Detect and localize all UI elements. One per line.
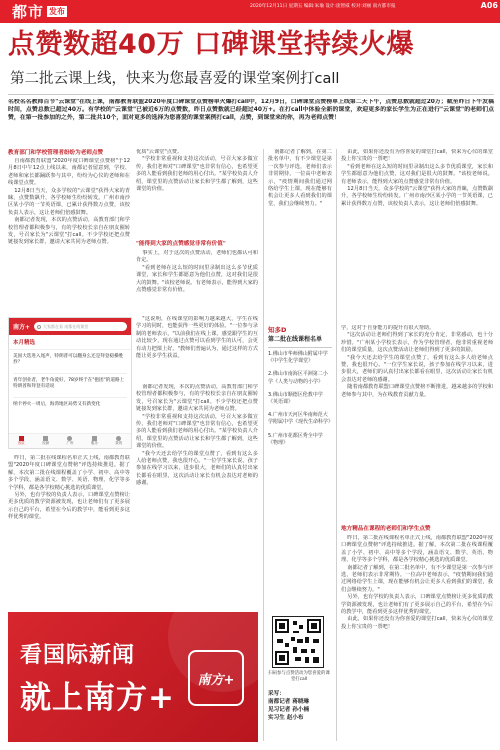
ad-line-2: 就上南方+: [20, 680, 175, 716]
phone-list-item[interactable]: [13, 398, 127, 418]
col5-para-6: 南都记者了解到，在第二批名单中，有不少课堂是第一次参与评选，老师们表示非常期待。一位高中老师表示，"疫情期间我们通过网络给学生上课，现在能够有机会让更多人看到我们的课堂，我们会继续努力。": [341, 564, 493, 593]
col5-para-4: 随着南都教育联盟口碑课堂点赞榜不断推进，越来越多的学校和老师参与其中，为在线教育贡献力量。: [341, 384, 493, 398]
col5-text-bottom: [341, 535, 493, 741]
headline: 点赞数超40万 口碑课堂持续火爆: [8, 29, 414, 60]
phone-list-item-title: 美国大选进入尾声，特朗普可以翻身么还是拜登稳操胜券？: [13, 354, 124, 365]
phone-bottom-nav: [9, 433, 131, 448]
col5-text-top: [341, 325, 493, 521]
qr-caption: 扫码参与点赞活动为您喜爱的课堂打call: [268, 671, 330, 682]
ad-sheen: [168, 612, 258, 692]
col1-para-4: 昨日，第二批在线课程名单正式上线，南都教育联盟"2020年度口碑课堂点赞榜"评选持续推进。据了解，本次第二批在线课程覆盖了小学、初中、高中等多个学段，涵盖语文、数学、英语、物理、化学等多个学科，都是各学校精心挑选的优质课堂。: [8, 455, 130, 491]
phone-app-logo: 南方+: [13, 324, 31, 331]
col2-para-4: "看到老师在这么短的时间里录制出这么多节优质课堂，家长和学生都愿意为他们点赞，这对我们是很大的鼓舞。"该校老师说。有老师表示，能得到大家的点赞感觉非常有价值。: [136, 264, 258, 294]
credits: [268, 690, 332, 722]
search-icon: [37, 325, 41, 329]
column-divider: [336, 149, 337, 741]
col1-text: [8, 158, 130, 311]
phone-tab-active[interactable]: 本月精选: [9, 335, 131, 350]
phone-list-item[interactable]: [13, 374, 127, 398]
phone-list-item[interactable]: [13, 350, 127, 374]
nav-mine-label: 我的: [115, 441, 123, 445]
course-list-heading: 第二批在线课程名单: [268, 336, 323, 343]
column-divider: [263, 149, 264, 741]
course-list-rule: [268, 347, 332, 348]
phone-list-item-title: 青年创业者，老牛角爱好，78岁终于在"抱团"的道路上特朗普和拜登有话说: [13, 378, 125, 389]
lede: 名校名名教师百节"云课堂"在线上课，南都教育联盟2020年度口碑课堂点赞榜单火爆打call中，12月9日，口碑课堂点赞榜单上线第二天下午，点赞总数就超过20万；截至昨日下午发稿时间，点赞总数已超过40万。有学校的"云课堂"已被近6万的点赞数，昨日点赞数就已经超过40万+。在打call中体验全新的课堂，欢迎更多的家长学生为正在进行"云课堂"的老师们点赞，在第一批参加的之外，第二批共10个，面对更多的选择为您喜爱的课堂案例打call，点赞，到课堂来的你，再为老师点赞！: [8, 99, 494, 121]
qr-code-pattern: [273, 617, 323, 667]
section-logo-sub: 发布: [49, 7, 66, 16]
nav-video-label: 视频: [42, 441, 50, 445]
col2-text-mid: [136, 384, 258, 606]
col1-para-5: 另外，也有学校的负责人表示，口碑课堂点赞榜让更多优质的教学资源被发现，也让老师们有了更多展示自己的平台，希望在今后的教学中，能看到更多这样优秀的课堂。: [8, 492, 130, 521]
subheadline: 第二批云课上线，快来为您最喜爱的课堂案例打call: [10, 71, 340, 87]
credits-line-3: 实习生 赵小布: [268, 715, 304, 721]
col1-heading: 教育部门和学校管理者纷纷为老师点赞: [8, 150, 104, 156]
col2-para-7: "学校非常重视和支持这次活动，号召大家多做宣传，我们老师对"口碑课堂"也非常有信心，也希望更多的人能看到我们老师的用心付出。"某学校负责人介绍，课堂里的点赞活动让家长和学生都了解到，这些课堂的价值。: [136, 413, 258, 450]
nav-video[interactable]: [42, 436, 49, 446]
phone-search-box[interactable]: [34, 322, 127, 331]
page-badge: A06: [480, 1, 498, 10]
dateline: 2020年12月11日 星期五 编辑:朱瑜 设计:庞智威 校对:刘丽 南方都市报: [250, 4, 396, 9]
nav-home[interactable]: [18, 436, 25, 446]
course-item: 1.佛山市华师佛山附属中学《中学生化学课堂》: [268, 351, 328, 365]
phone-search-placeholder: 大家都在看 南都在线课堂: [43, 323, 89, 329]
phone-screenshot: [8, 317, 132, 449]
col4-para-1: 南都记者了解到，在第二批名单中，有不少课堂是第一次参与评选，老师们表示非常期待。一位高中老师表示，"疫情期间我们通过网络给学生上课，现在能够有机会让更多人看到我们的课堂，我们会继续努力。": [268, 149, 332, 207]
col2-para-1: 优质"云课堂"点赞。: [136, 149, 183, 155]
col5-text-upper: [341, 149, 493, 319]
col5-para-0: 由此，如果你还没有为你喜爱的课堂打call，快来为心仪的课堂投上你宝贵的一票吧！: [341, 149, 493, 163]
col5-para-0b: "看到老师在这么短的时间里录制出这么多节优质课堂，家长和学生都愿意为他们点赞，这对我们是很大的鼓舞。"该校老师说。有老师表示，能得到大家的点赞感觉非常有价值。: [341, 163, 493, 185]
col5-para-1: 学，这对于自身能力的提升有很大帮助。: [341, 325, 435, 331]
col1-para-1: 自南都教育联盟"2020年度口碑课堂点赞榜"于12月8日中午12点上线以来，南都记者留意到，学校、老师和家长都踊跃参与其中，纷纷为心仪的老师和在线课堂点赞。: [8, 158, 130, 187]
col2-para-2: "学校非常重视和支持这次活动，号召大家多做宣传，我们老师对"口碑课堂"也非常有信心，也希望更多的人能看到我们老师的用心付出。"某学校负责人介绍，课堂里的点赞活动让家长和学生都了解到，这些课堂的价值。: [136, 156, 258, 193]
phone-topbar: [9, 318, 131, 335]
col5-para-7: 另外，也有学校的负责人表示，口碑课堂点赞榜让更多优质的教学资源被发现，也让老师们有了更多展示自己的平台，希望在今后的教学中，能看到更多这样优秀的课堂。: [341, 594, 493, 616]
col2-heading: "能得到大家的点赞感觉非常有价值": [136, 241, 226, 247]
col4-text-top: [268, 149, 332, 319]
nav-guangzhou-label: 广州: [66, 441, 74, 445]
course-item: 5.广州市花都区秀全中学《物理》: [268, 432, 323, 446]
credits-line-1: 南都记者 蒋晓琳: [268, 699, 310, 705]
col1-para-3: 南都记者发现，本次的点赞活动，高教育部门和学校管理者都积极参与，有的学校校长亲自在朋友圈转发，号召家长为"云课堂"打call。不少学校还把点赞链接发到家长群，邀请大家共同为老师点赞。: [8, 217, 130, 246]
col2-text-bottom: [136, 250, 258, 311]
col2-para-8: "我今天还去给学生的课堂点赞了，看到有这么多人给老师点赞，我也很开心。"一位学生家长说，孩子参加在线学习以来，进步很大，老师们的认真付出家长都看在眼里，这次活动让家长有机会表达对老师的感谢。: [136, 450, 258, 487]
phone-list-item-title: 纳卡停火一周后，海湾地区局势又有新变化: [13, 402, 101, 407]
course-list-box: [268, 325, 332, 453]
col2-text-top: [136, 149, 258, 235]
course-item: 4.广州市天河区华南师范大学附属中学《现代生命科学》: [268, 412, 334, 426]
col5-para-0c: 12月8日当天，众多学校的"云课堂"获得大家的青睐，点赞数飙升，各学校师生纷纷转发。广州市南沙区某小学的一节英语课，已累计获得数万点赞，该校负责人表示，这让老师们倍感鼓舞。: [341, 186, 493, 207]
col2-para-5: "这说明，在线课堂的影响力越来越大，学生在线学习的同时，也能获得一些更好的体验。"一位参与录制的老师表示，"以前我们在线上课，感觉跟学生的互动比较少，现在通过点赞可以看到学生的认可，会更有动力把课上好。"教师们普遍认为，通过这样的方式能让更多学生获益。: [136, 316, 258, 360]
col2-para-6: 南都记者发现，本次的点赞活动，高教育部门和学校管理者都积极参与，有的学校校长亲自在朋友圈转发，号召家长为"云课堂"打call。不少学校还把点赞链接发到家长群，邀请大家共同为老师点赞。: [136, 384, 258, 413]
nav-service[interactable]: [91, 436, 98, 446]
nanfang-plus-ad[interactable]: [8, 612, 258, 742]
qr-code[interactable]: [272, 616, 324, 668]
credits-line-2: 见习记者 孙小楠: [268, 707, 310, 713]
col5-para-5: 昨日，第二批在线课程名单正式上线，南都教育联盟"2020年度口碑课堂点赞榜"评选持续推进。据了解，本次第二批在线课程覆盖了小学、初中、高中等多个学段，涵盖语文、数学、英语、物理、化学等多个学科，都是各学校精心挑选的优质课堂。: [341, 535, 493, 564]
col5-para-3: "我今天还去给学生的课堂点赞了，看到有这么多人给老师点赞，我也很开心。"一位学生家长说，孩子参加在线学习以来，进步很大，老师们的认真付出家长都看在眼里，这次活动让家长有机会表达对老师的感谢。: [341, 354, 493, 383]
credits-label: 采写：: [268, 691, 285, 697]
nav-home-label: 首页: [17, 441, 25, 445]
col2-text-lower: [136, 316, 258, 378]
course-item: 3.佛山市顺德区伦教中学《英语课》: [268, 391, 323, 406]
nav-mine[interactable]: [115, 436, 122, 446]
col1-text-lower: [8, 455, 130, 605]
col5-para-8: 由此，如果你还没有为你喜爱的课堂打call，快来为心仪的课堂投上你宝贵的一票吧！: [341, 616, 493, 630]
col5-heading: 地方精品在课程的老师们和学生点赞: [341, 526, 431, 532]
ad-logo-text: 南方+: [197, 672, 235, 688]
headline-rule: [8, 94, 494, 95]
col5-para-2: "这次活动让老师们得到了家长的充分肯定，非常感动，也十分珍惜。"广州某小学校长表示，作为学校管理者，他非常重视老师们的课堂质量，这次点赞活动让老师们得到了更多的鼓励。: [341, 332, 493, 354]
phone-list: [9, 350, 131, 418]
nav-guangzhou[interactable]: [66, 436, 73, 446]
ad-line-1: 看国际新闻: [20, 643, 136, 668]
course-list-label: 知多D: [268, 326, 287, 334]
col1-para-2: 12月8日当天，众多学校的"云课堂"获得大家的青睐，点赞数飙升，各学校师生纷纷转发。广州市南沙区某小学的一节英语课，已累计获得数万点赞，该校负责人表示，这让老师们倍感鼓舞。: [8, 187, 130, 216]
section-logo: [12, 3, 67, 20]
nav-service-label: 服务: [90, 441, 98, 445]
col2-para-3: 事实上，对于这次的点赞活动，老师们也都认可和肯定。: [136, 250, 258, 264]
section-logo-text: 都市: [12, 3, 45, 21]
course-item: 2.佛山市南海区平洲第二小学《人类与动物的小学》: [268, 371, 328, 385]
